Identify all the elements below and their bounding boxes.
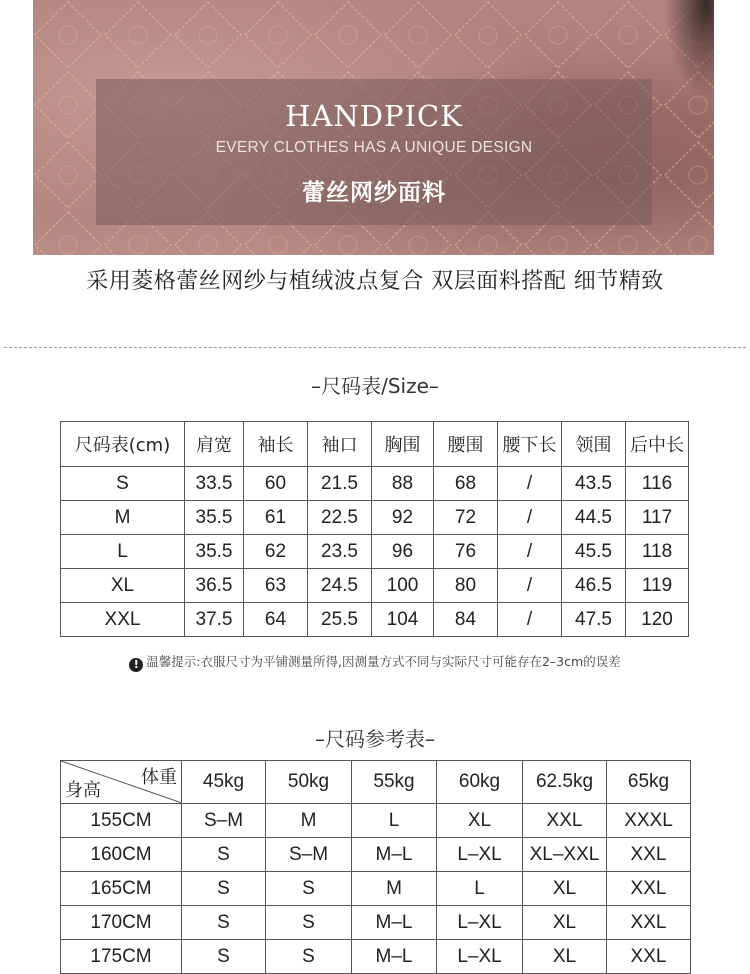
table-cell: 37.5 (185, 603, 244, 637)
table-cell: M–L (352, 838, 437, 872)
table-cell: S (266, 906, 352, 940)
hero-subtitle: EVERY CLOTHES HAS A UNIQUE DESIGN (215, 139, 533, 156)
table-cell: / (498, 569, 562, 603)
table-cell: XL–XXL (523, 838, 607, 872)
table-cell: S (266, 940, 352, 974)
table-cell: 36.5 (185, 569, 244, 603)
table-row (61, 535, 689, 569)
size-chart-title: –尺码表/Size– (311, 374, 439, 398)
table-cell: M–L (352, 940, 437, 974)
weight-axis-label: 体重 (141, 767, 177, 788)
table-cell: S (182, 838, 266, 872)
table-cell: 23.5 (308, 535, 372, 569)
table-cell: M (352, 872, 437, 906)
weight-header-cell: 62.5kg (523, 761, 607, 804)
table-cell: 116 (626, 467, 689, 501)
table-cell: S (182, 940, 266, 974)
header-cell: 领围 (562, 422, 626, 467)
fabric-caption: 采用菱格蕾丝网纱与植绒波点复合 双层面料搭配 细节精致 (86, 269, 664, 294)
table-cell: M (266, 804, 352, 838)
size-chart-header-row (61, 422, 689, 467)
height-weight-corner-cell (61, 761, 182, 804)
table-cell: XXL (607, 940, 691, 974)
table-row (61, 804, 691, 838)
table-cell: 64 (244, 603, 308, 637)
table-cell: 175CM (61, 940, 182, 974)
table-cell: XXL (607, 872, 691, 906)
header-cell: 腰下长 (498, 422, 562, 467)
reference-chart-title: –尺码参考表– (315, 727, 435, 751)
table-cell: 165CM (61, 872, 182, 906)
table-cell: 84 (434, 603, 498, 637)
table-cell: 92 (372, 501, 434, 535)
table-cell: / (498, 535, 562, 569)
table-cell: 47.5 (562, 603, 626, 637)
height-axis-label: 身高 (65, 780, 101, 801)
header-cell: 腰围 (434, 422, 498, 467)
table-cell: S–M (266, 838, 352, 872)
table-row (61, 501, 689, 535)
table-cell: M–L (352, 906, 437, 940)
fabric-hero-image (33, 0, 714, 255)
table-cell: XXXL (607, 804, 691, 838)
measurement-note (0, 652, 750, 672)
size-chart-table (60, 421, 689, 637)
table-cell: 155CM (61, 804, 182, 838)
table-cell: XL (523, 872, 607, 906)
table-cell: L–XL (437, 940, 523, 974)
table-cell: / (498, 501, 562, 535)
table-cell: L–XL (437, 838, 523, 872)
table-cell: 170CM (61, 906, 182, 940)
table-cell: 63 (244, 569, 308, 603)
reference-chart-table (60, 760, 691, 974)
table-cell: 80 (434, 569, 498, 603)
table-row (61, 569, 689, 603)
header-cell: 尺码表(cm) (61, 422, 185, 467)
weight-header-cell: 55kg (352, 761, 437, 804)
table-cell: 96 (372, 535, 434, 569)
table-cell: 68 (434, 467, 498, 501)
table-cell: 60 (244, 467, 308, 501)
table-cell: L (437, 872, 523, 906)
weight-header-cell: 60kg (437, 761, 523, 804)
table-cell: S (266, 872, 352, 906)
table-cell: S (182, 906, 266, 940)
table-cell: 46.5 (562, 569, 626, 603)
table-cell: S–M (182, 804, 266, 838)
table-cell: XXL (523, 804, 607, 838)
table-cell: XL (61, 569, 185, 603)
table-cell: 72 (434, 501, 498, 535)
header-cell: 袖长 (244, 422, 308, 467)
table-row (61, 906, 691, 940)
table-cell: 118 (626, 535, 689, 569)
weight-header-cell: 65kg (607, 761, 691, 804)
table-row (61, 603, 689, 637)
table-cell: 21.5 (308, 467, 372, 501)
table-cell: 104 (372, 603, 434, 637)
table-cell: L–XL (437, 906, 523, 940)
header-cell: 袖口 (308, 422, 372, 467)
table-cell: L (352, 804, 437, 838)
table-cell: 22.5 (308, 501, 372, 535)
table-cell: XXL (607, 906, 691, 940)
table-cell: XXL (61, 603, 185, 637)
table-cell: 76 (434, 535, 498, 569)
table-cell: 61 (244, 501, 308, 535)
exclamation-icon: ! (129, 658, 143, 672)
dashed-divider (4, 347, 746, 348)
weight-header-cell: 45kg (182, 761, 266, 804)
table-cell: 120 (626, 603, 689, 637)
table-cell: 160CM (61, 838, 182, 872)
table-cell: / (498, 603, 562, 637)
hero-shadow (664, 0, 714, 100)
header-cell: 胸围 (372, 422, 434, 467)
table-cell: 100 (372, 569, 434, 603)
table-cell: 35.5 (185, 501, 244, 535)
table-cell: 88 (372, 467, 434, 501)
table-cell: 117 (626, 501, 689, 535)
hero-title: HANDPICK (285, 99, 463, 133)
table-cell: 35.5 (185, 535, 244, 569)
table-cell: 45.5 (562, 535, 626, 569)
table-cell: L (61, 535, 185, 569)
table-cell: 33.5 (185, 467, 244, 501)
table-cell: XXL (607, 838, 691, 872)
table-cell: XL (437, 804, 523, 838)
table-cell: / (498, 467, 562, 501)
table-row (61, 838, 691, 872)
table-cell: 119 (626, 569, 689, 603)
table-cell: XL (523, 940, 607, 974)
fabric-label: 蕾丝网纱面料 (302, 180, 446, 206)
table-cell: M (61, 501, 185, 535)
table-row (61, 940, 691, 974)
table-cell: S (182, 872, 266, 906)
table-cell: 43.5 (562, 467, 626, 501)
hero-overlay-box (96, 79, 652, 225)
table-cell: 44.5 (562, 501, 626, 535)
header-cell: 肩宽 (185, 422, 244, 467)
table-cell: XL (523, 906, 607, 940)
reference-header-row (61, 761, 691, 804)
table-cell: 62 (244, 535, 308, 569)
weight-header-cell: 50kg (266, 761, 352, 804)
table-cell: S (61, 467, 185, 501)
table-row (61, 467, 689, 501)
note-text: 温馨提示:衣服尺寸为平铺测量所得,因测量方式不同与实际尺寸可能存在2–3cm的误差 (146, 654, 621, 669)
header-cell: 后中长 (626, 422, 689, 467)
table-cell: 24.5 (308, 569, 372, 603)
table-cell: 25.5 (308, 603, 372, 637)
table-row (61, 872, 691, 906)
